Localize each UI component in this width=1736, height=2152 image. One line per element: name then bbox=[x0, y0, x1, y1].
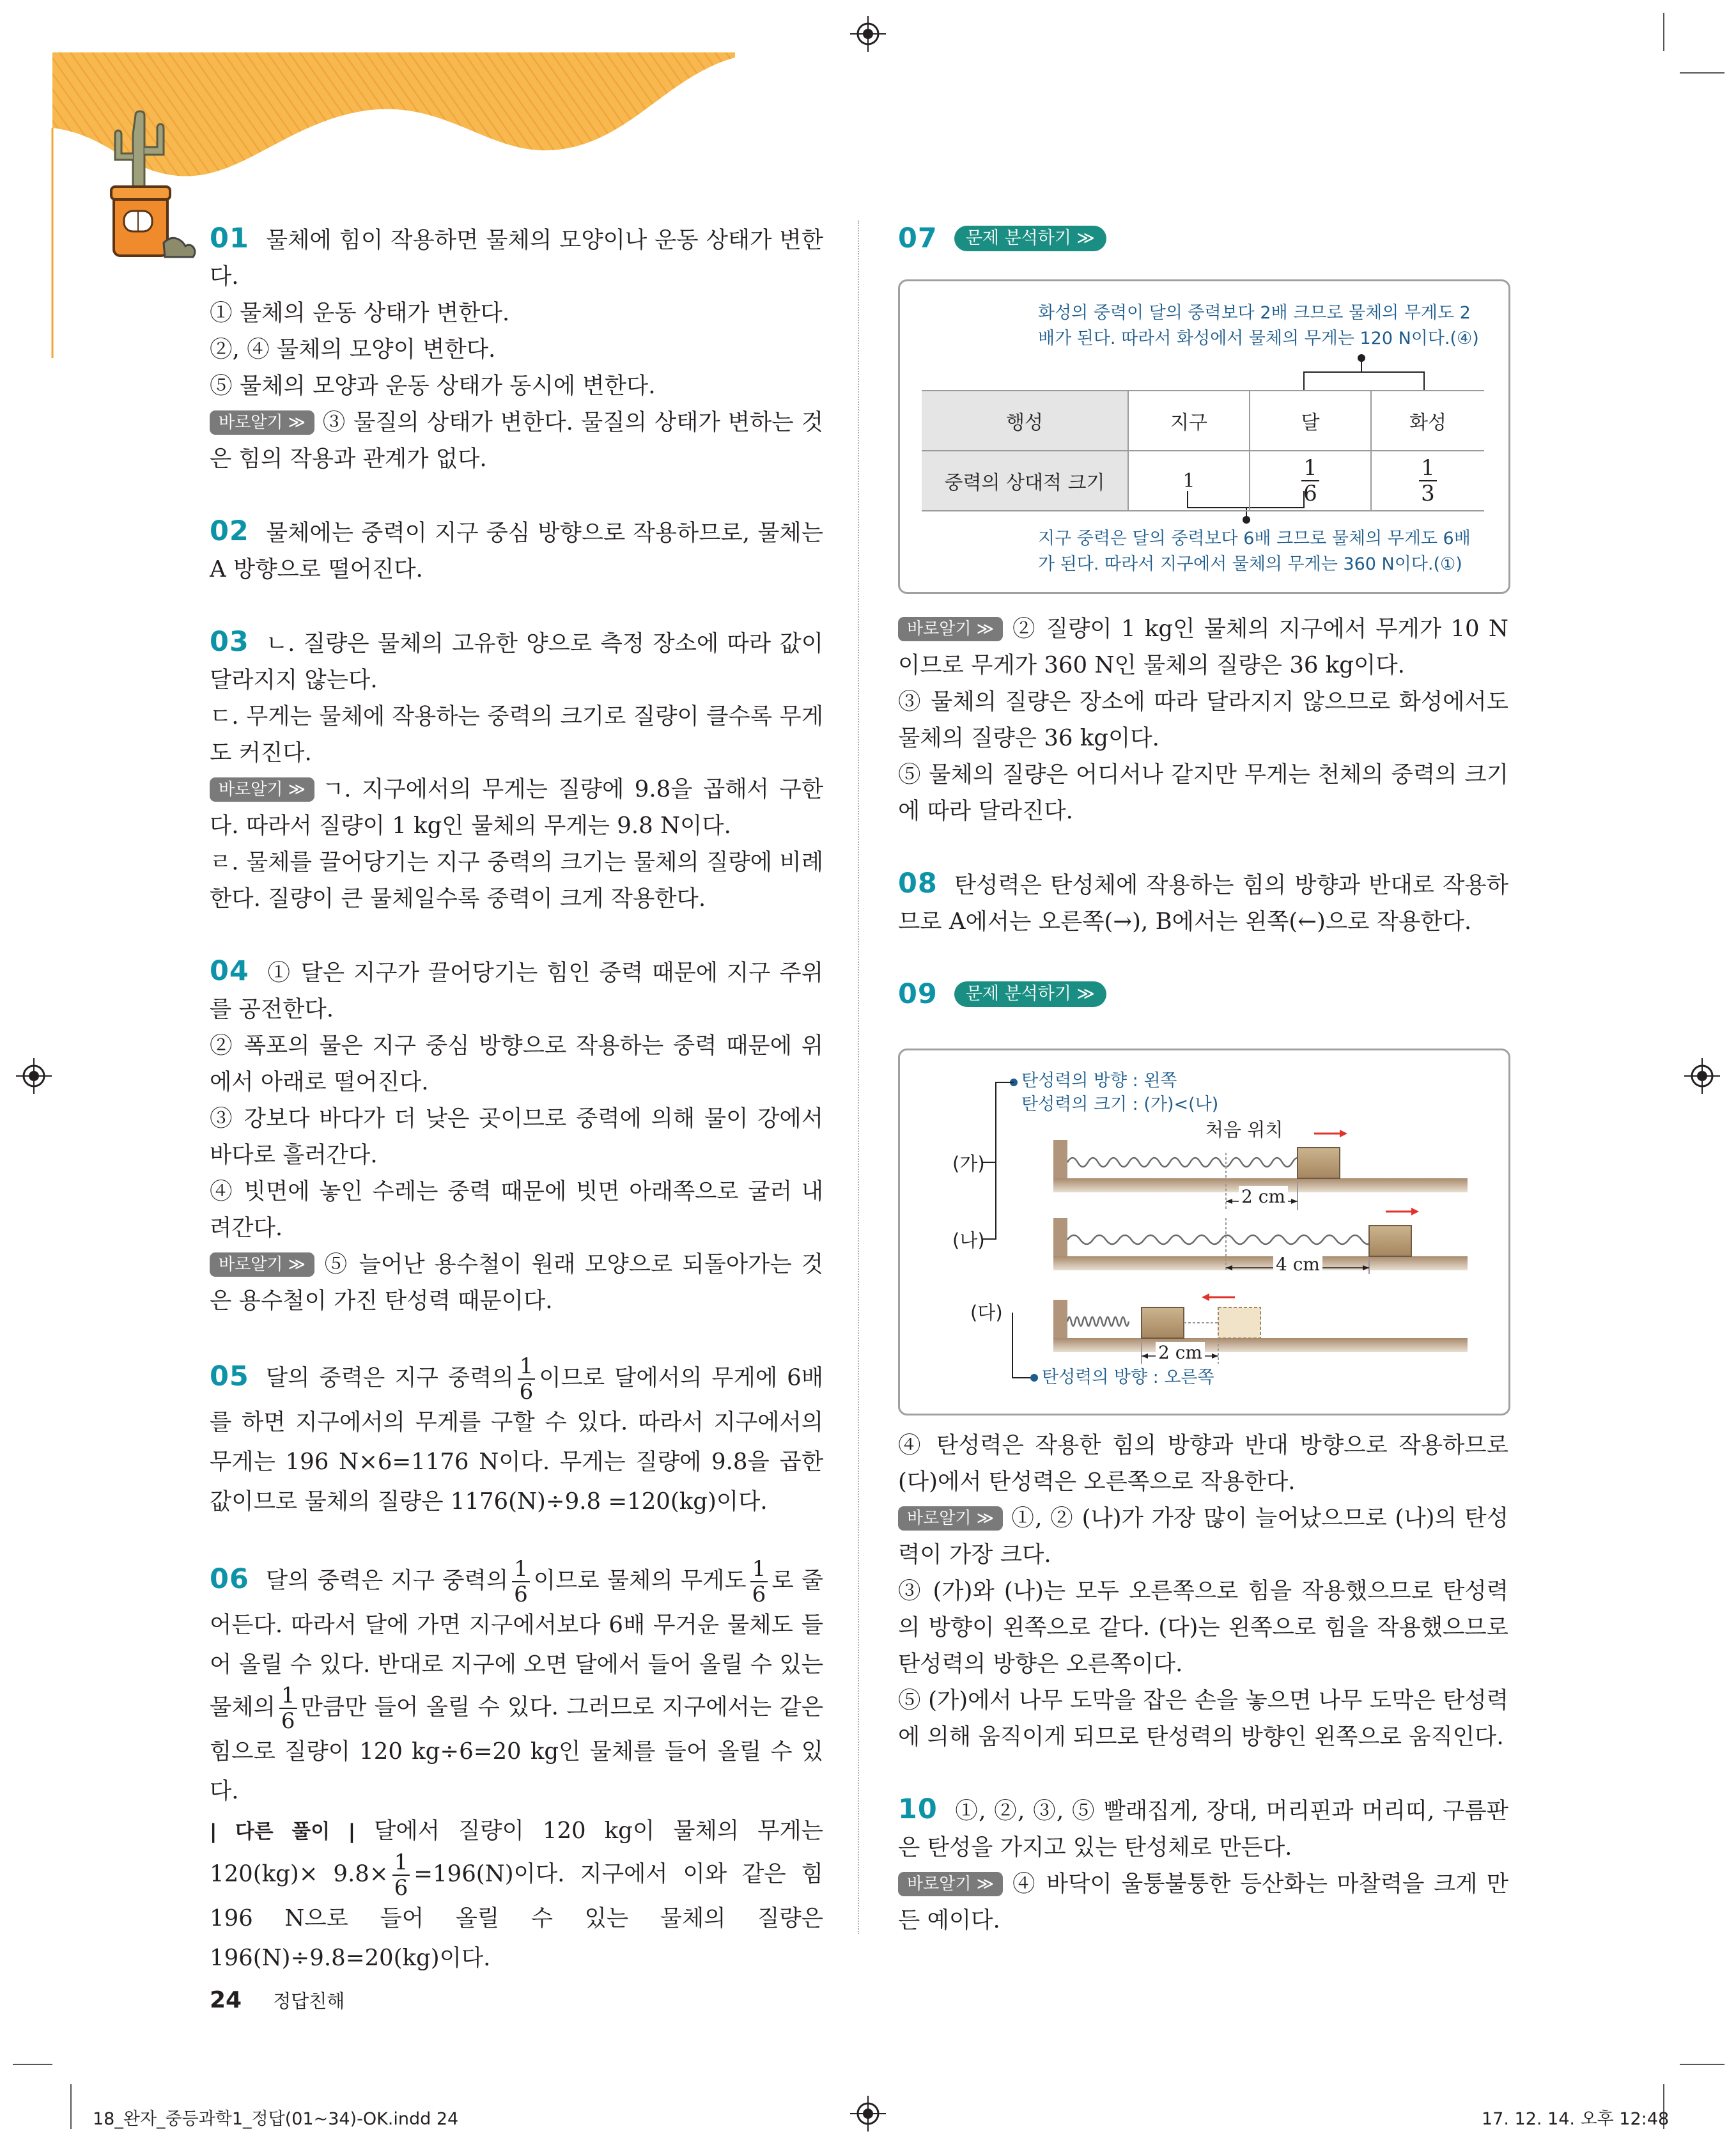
fix-badge: 바로알기 ≫ bbox=[210, 1252, 314, 1277]
distance-label: 2 cm bbox=[1156, 1342, 1205, 1363]
distance-label: 2 cm bbox=[1239, 1186, 1288, 1207]
q07-note-bottom: 지구 중력은 달의 중력보다 6배 크므로 물체의 무게도 6배가 된다. 따라서 지구에서 물체의 무게는 360 N이다.(①) bbox=[1038, 529, 1471, 574]
spring-label-direction-right: 탄성력의 방향 : 오른쪽 bbox=[1042, 1368, 1214, 1387]
fix-badge: 바로알기 ≫ bbox=[210, 777, 314, 802]
spring-label-direction-left: 탄성력의 방향 : 왼쪽 bbox=[1021, 1071, 1177, 1091]
crop-mark bbox=[70, 2084, 72, 2129]
fraction: $\frac{1}{6}$ bbox=[512, 1558, 530, 1605]
fix-badge: 바로알기 ≫ bbox=[898, 1506, 1003, 1531]
fraction: $\frac{1}{6}$ bbox=[518, 1355, 536, 1403]
q02-block: 02 물체에는 중력이 지구 중심 방향으로 작용하므로, 물체는 A 방향으로 떨어진다. bbox=[210, 515, 823, 582]
table-row-label: 중력의 상대적 크기 bbox=[922, 451, 1128, 511]
slug-file: 18_완자_중등과학1_정답(01~34)-OK.indd 24 bbox=[93, 2109, 459, 2129]
q03-block: 03 ㄴ. 질량은 물체의 고유한 양으로 측정 장소에 따라 값이 달라지지 않는다. ㄷ. 무게는 물체에 작용하는 중력의 크기로 질량이 클수록 무게도 커진다. 바로알기 ≫ ㄱ. 지구에서의 무게는 질량에 9.8을 곱해서 구한다. 따라서 질량이 1 kg인 물체의 무게는 9.8 N이다. ㄹ. 물체를 끌어당기는 지구 중력의 크기는 물체의 질량에 비례한다. 질량이 큰 물체일수록 중력이 크게 작용한다. bbox=[210, 626, 823, 912]
gravity-table bbox=[922, 390, 1484, 511]
table-header: 달 bbox=[1250, 391, 1371, 451]
table-cell: $\frac{1}{3}$ bbox=[1371, 451, 1484, 511]
spring-label-size: 탄성력의 크기 : (가)<(나) bbox=[1021, 1095, 1219, 1114]
fix-badge: 바로알기 ≫ bbox=[210, 410, 314, 435]
crop-mark bbox=[1680, 72, 1724, 74]
table-cell: $\frac{1}{6}$ bbox=[1250, 451, 1371, 511]
registration-mark-bottom bbox=[850, 2096, 886, 2132]
q07-analysis-box bbox=[898, 279, 1510, 594]
page-number: 24 bbox=[210, 1987, 242, 2013]
table-header: 화성 bbox=[1371, 391, 1484, 451]
right-column: 07 문제 분석하기 ≫ bbox=[898, 221, 1508, 258]
case-ga-label: (가) bbox=[952, 1153, 985, 1174]
fix-badge: 바로알기 ≫ bbox=[898, 1872, 1003, 1896]
q06-block: 06 달의 중력은 지구 중력의 $\frac{1}{6}$ 이므로 물체의 무게도 $\frac{1}{6}$ 로 줄어든다. 따라서 달에 가면 지구에서보다 6배 무거운 물체도 들어 올릴 수 있다. 반대로 지구에 오면 달에서 들어 올릴 수 있는 물체의 $\frac{1}{6}$ 만큼만 들어 올릴 수 있다. 그러므로 지구에서는 같은 힘으로 질량이 120 kg÷6=20 kg인 물체를 들어 올릴 수 있다. | 다른 풀이 | 달에서 질량이 120 kg이 물체의 무게는 120(kg)× 9.8× $\frac{1}{6}$ =196(N)이다. 지구에서 이와 같은 힘 196 N으로 들어 올릴 수 있는 물체의 질량은 196(N)÷9.8=20(kg)이다. bbox=[210, 1556, 823, 1971]
table-header: 지구 bbox=[1128, 391, 1250, 451]
analysis-badge: 문제 분석하기 ≫ bbox=[954, 226, 1106, 251]
q08-block: 08 탄성력은 탄성체에 작용하는 힘의 방향과 반대로 작용하므로 A에서는 오른쪽(→), B에서는 왼쪽(←)으로 작용한다. bbox=[898, 868, 1508, 935]
crop-mark bbox=[13, 2064, 52, 2065]
q09-spring-diagram bbox=[898, 1049, 1510, 1415]
registration-mark-left bbox=[16, 1058, 52, 1094]
q04-block: 04 ① 달은 지구가 끌어당기는 힘인 중력 때문에 지구 주위를 공전한다. ② 폭포의 물은 지구 중심 방향으로 작용하는 중력 때문에 위에서 아래로 떨어진다. ③ 강보다 바다가 더 낮은 곳이므로 중력에 의해 물이 강에서 바다로 흘러간다. ④ 빗면에 놓인 수레는 중력 때문에 빗면 아래쪽으로 굴러 내려간다. 바로알기 ≫ ⑤ 늘어난 용수철이 원래 모양으로 되돌아가는 것은 용수철이 가진 탄성력 때문이다. bbox=[210, 955, 823, 1314]
analysis-badge: 문제 분석하기 ≫ bbox=[954, 981, 1106, 1007]
q10-block: 10 ①, ②, ③, ⑤ 빨래집게, 장대, 머리핀과 머리띠, 구름판은 탄성을 가지고 있는 탄성체로 만든다. 바로알기 ≫ ④ 바닥이 울퉁불퉁한 등산화는 마찰력을 크게 만든 예이다. bbox=[898, 1793, 1508, 1933]
fraction: $\frac{1}{6}$ bbox=[392, 1852, 410, 1899]
distance-label: 4 cm bbox=[1273, 1254, 1322, 1275]
fix-badge: 바로알기 ≫ bbox=[898, 617, 1003, 641]
q01-block: 01 물체에 힘이 작용하면 물체의 모양이나 운동 상태가 변한다. ① 물체의 운동 상태가 변한다. ②, ④ 물체의 모양이 변한다. ⑤ 물체의 모양과 운동 상태가 동시에 변한다. 바로알기 ≫ ③ 물질의 상태가 변한다. 물질의 상태가 변하는 것은 힘의 작용과 관계가 없다. bbox=[210, 222, 823, 472]
column-divider bbox=[858, 221, 859, 1934]
case-da-label: (다) bbox=[970, 1302, 1003, 1323]
section-name: 정답친해 bbox=[273, 1990, 345, 2012]
case-na-label: (나) bbox=[952, 1229, 985, 1251]
other-solution-label: | 다른 풀이 | bbox=[210, 1820, 356, 1843]
table-cell: 1 bbox=[1128, 451, 1250, 511]
start-position-label: 처음 위치 bbox=[1205, 1119, 1283, 1141]
table-header: 행성 bbox=[922, 391, 1128, 451]
right-column-bottom: ④ 탄성력은 작용한 힘의 방향과 반대 방향으로 작용하므로 (다)에서 탄성력은 오른쪽으로 작용한다. 바로알기 ≫ ①, ② (나)가 가장 많이 늘어났으므로 (나)의 탄성력이 가장 크다. ③ (가)와 (나)는 모두 오른쪽으로 힘을 작용했으므로 탄성력의 방향이 왼쪽으로 같다. (다)는 왼쪽으로 힘을 작용했으므로 탄성력의 방향은 오른쪽이다. ⑤ (가)에서 나무 도막을 잡은 손을 놓으면 나무 도막은 탄성력에 의해 움직이게 되므로 탄성력의 방향인 왼쪽으로 움직인다. 10 ①, ②, ③, ⑤ 빨래집게, 장대, 머리핀과 머리띠, 구름판은 탄성을 가지고 있는 탄성체로 만든다. 바로알기 ≫ ④ 바닥이 울퉁불퉁한 등산화는 마찰력을 크게 만든 예이다. bbox=[898, 1427, 1508, 1938]
q05-block: 05 달의 중력은 지구 중력의 $\frac{1}{6}$ 이므로 달에서의 무게에 6배를 하면 지구에서의 무게를 구할 수 있다. 따라서 지구에서의 무게는 196 N×6=1176 N이다. 무게는 질량에 9.8을 곱한 값이므로 물체의 질량은 1176(N)÷9.8 =120(kg)이다. bbox=[210, 1353, 823, 1515]
registration-mark-right bbox=[1684, 1058, 1720, 1094]
q01-number: 01 bbox=[210, 222, 249, 254]
page-footer bbox=[210, 1987, 345, 2013]
q07-note-top: 화성의 중력이 달의 중력보다 2배 크므로 물체의 무게도 2배가 된다. 따라서 화성에서 물체의 무게는 120 N이다.(④) bbox=[1038, 303, 1479, 348]
left-column bbox=[210, 221, 823, 1978]
crop-mark bbox=[1663, 13, 1664, 51]
cactus-illustration bbox=[102, 109, 198, 275]
slug-timestamp: 17. 12. 14. 오후 12:48 bbox=[1482, 2109, 1670, 2129]
fraction: $\frac{1}{6}$ bbox=[279, 1685, 297, 1732]
fraction: $\frac{1}{6}$ bbox=[750, 1558, 768, 1605]
right-column-lower: 바로알기 ≫ ② 질량이 1 kg인 물체의 지구에서 무게가 10 N이므로 무게가 360 N인 물체의 질량은 36 kg이다. ③ 물체의 질량은 장소에 따라 달라지지 않으므로 화성에서도 물체의 질량은 36 kg이다. ⑤ 물체의 질량은 어디서나 같지만 무게는 천체의 중력의 크기에 따라 달라진다. 08 탄성력은 탄성체에 작용하는 힘의 방향과 반대로 작용하므로 A에서는 오른쪽(→), B에서는 왼쪽(←)으로 작용한다. 09 문제 분석하기 ≫ bbox=[898, 616, 1508, 1010]
registration-mark-top bbox=[850, 16, 886, 52]
crop-mark bbox=[1680, 2064, 1724, 2065]
